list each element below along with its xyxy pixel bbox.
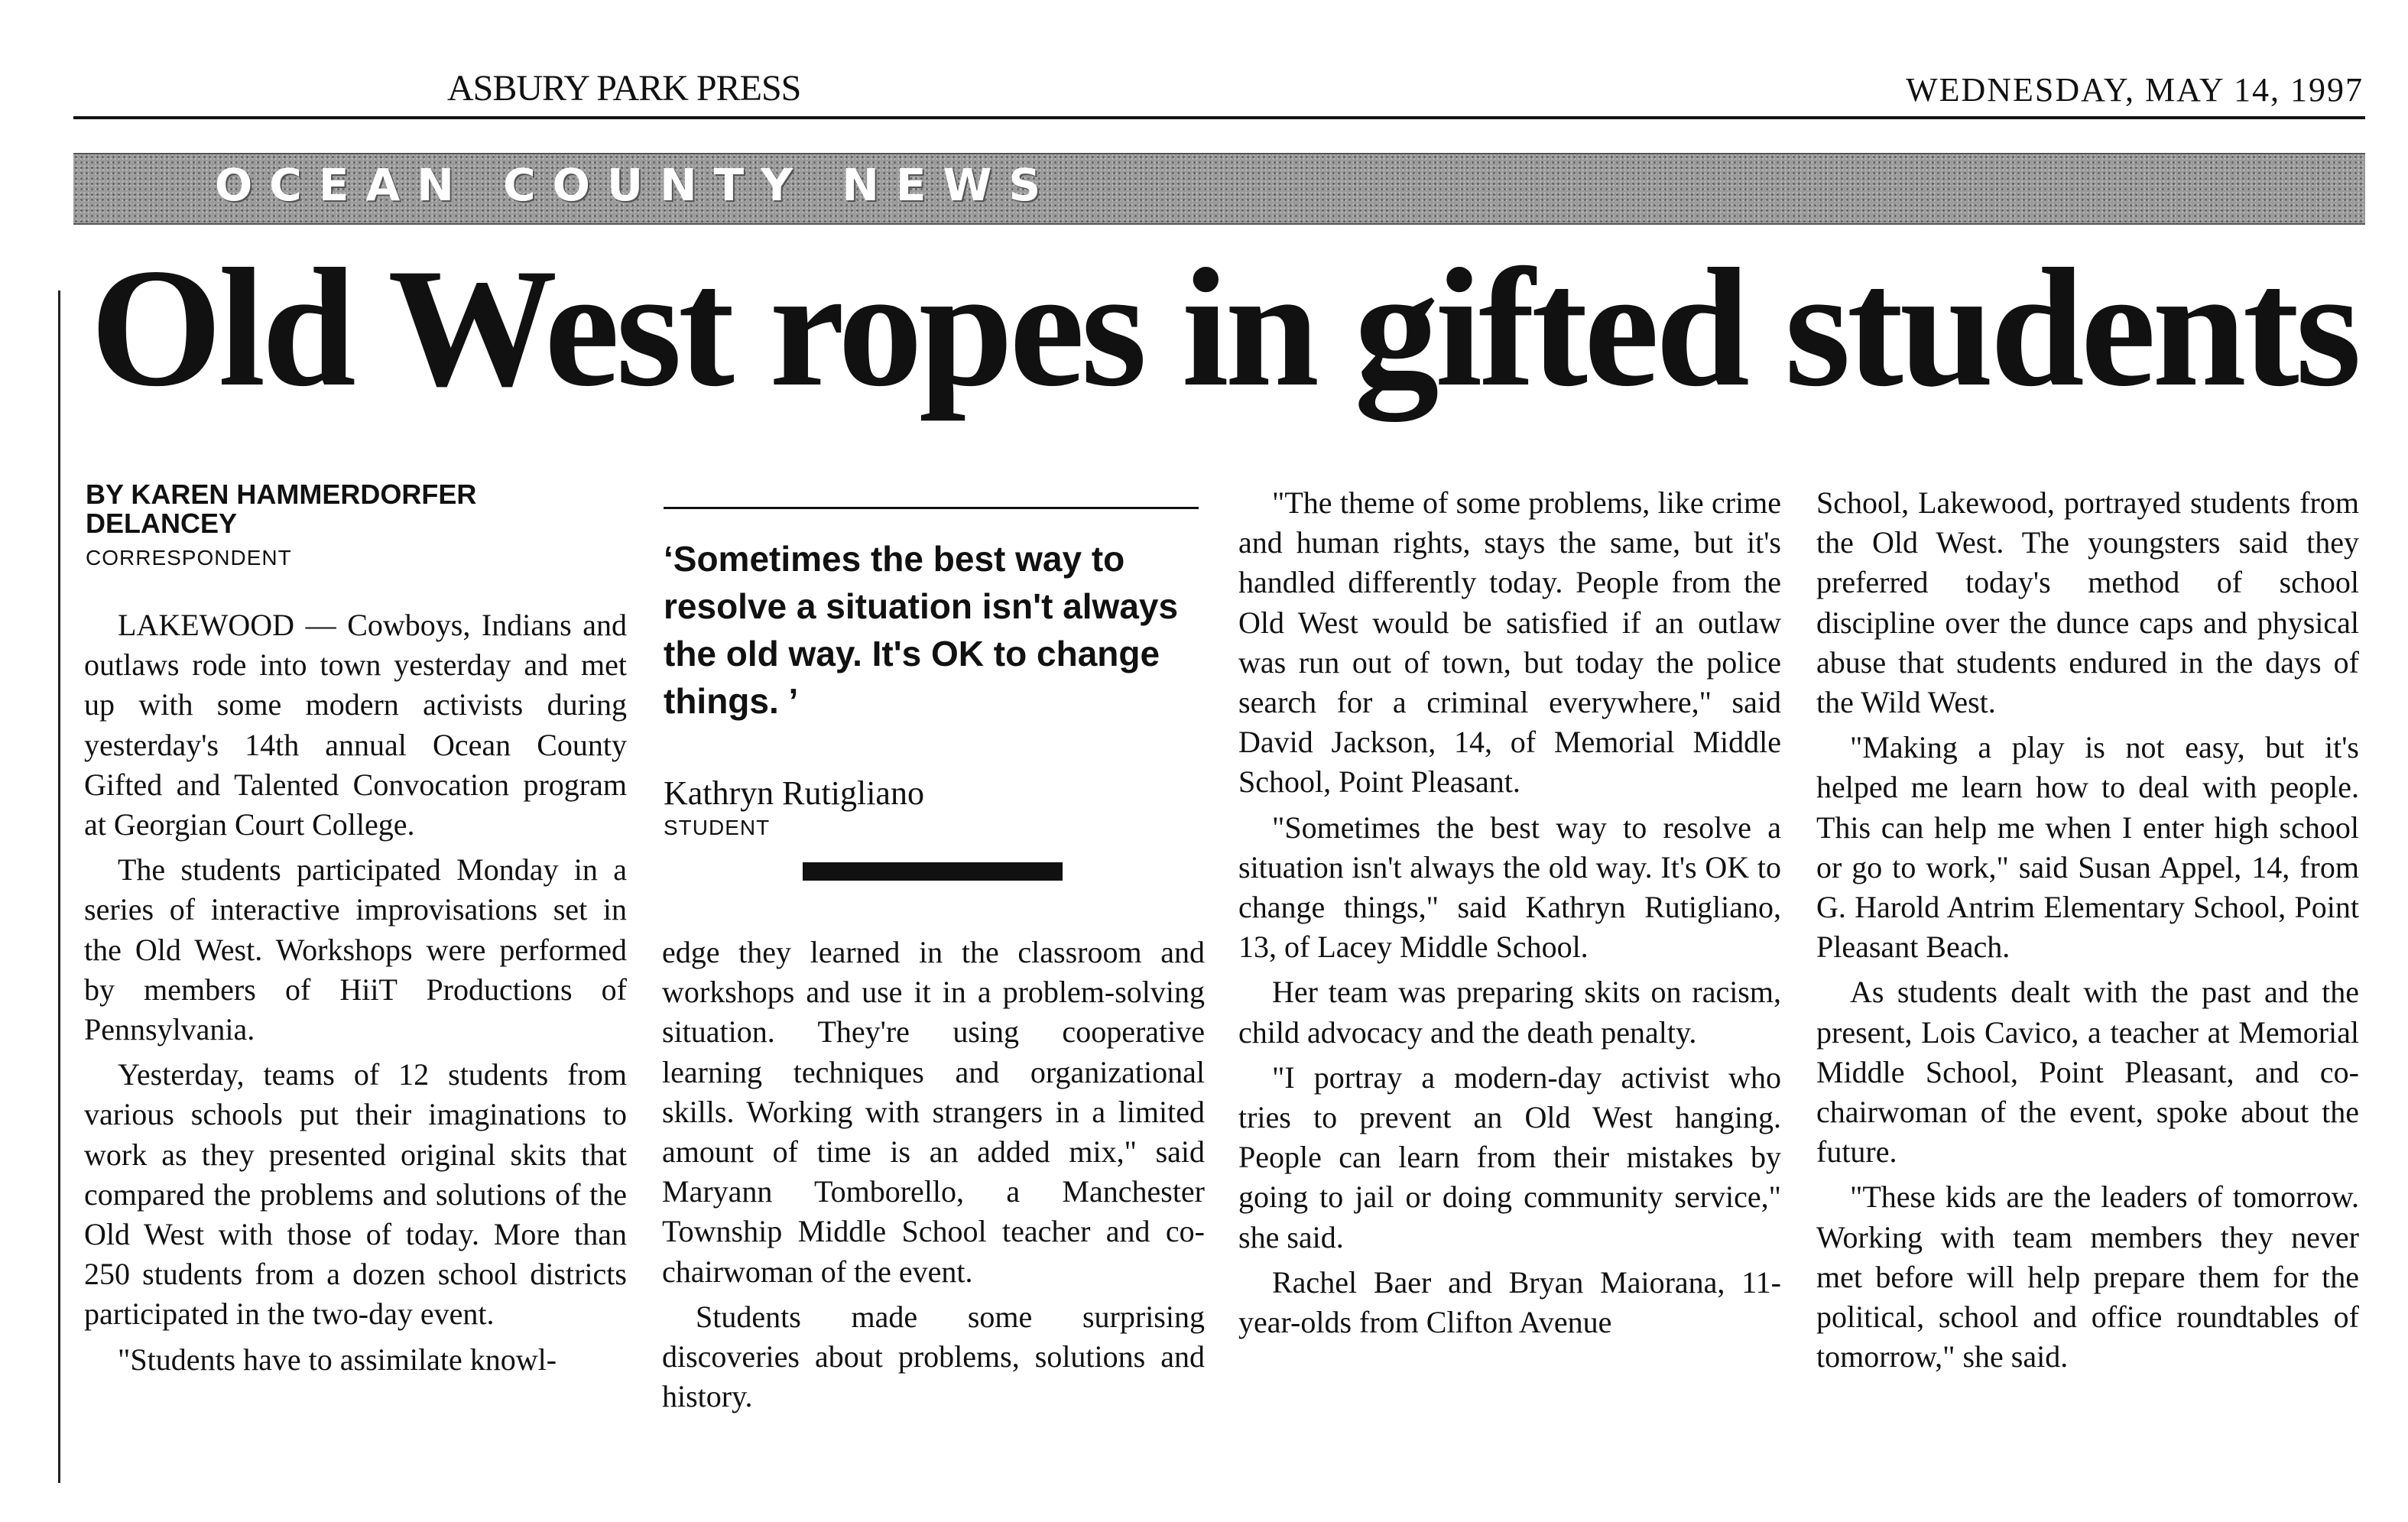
paragraph: As students dealt with the past and the present, Lois Cavico, a teacher at Memorial Middle School, Point Pleasant, and co-chairwoman of the event, spoke about the future. [1816, 975, 2359, 1170]
paragraph: "Making a play is not easy, but it's helped me learn how to deal with people. This can help me when I enter high school or go to work," said Susan Appel, 14, from G. Harold Antrim Elementary School, Point Pleasant Beach. [1816, 730, 2359, 965]
byline-name: BY KAREN HAMMERDORFER DELANCEY [86, 479, 477, 539]
masthead-rule [73, 116, 2365, 119]
section-banner [73, 153, 2365, 225]
paragraph: "The theme of some problems, like crime and human rights, stays the same, but it's handled differently today. People from the Old West would be satisfied if an outlaw was run out of town, but today the police search for a criminal everywhere," said David Jackson, 14, of Memorial Middle School, Point Pleasant. [1238, 485, 1781, 800]
paragraph: edge they learned in the classroom and workshops and use it in a problem-solving situation. They're using cooperative learning techniques and organizational skills. Working with strangers in a limited amount of time is an added mix," said Maryann Tomborello, a Manchester Township Middle School teacher and co-chairwoman of the event. [662, 935, 1205, 1289]
article-column-1 [84, 605, 627, 1385]
paragraph: Students made some surprising discoveries about problems, solutions and history. [662, 1299, 1205, 1414]
pull-quote-attribution [664, 774, 1199, 840]
newspaper-name: ASBURY PARK PRESS [447, 68, 801, 109]
pull-quote [664, 535, 1199, 725]
article-column-4 [1816, 483, 2359, 1382]
article-column-3 [1238, 483, 1781, 1348]
paragraph: School, Lakewood, portrayed students from the Old West. The youngsters said they preferred today's method of school discipline over the dunce caps and physical abuse that students endured in the days of the Wild West. [1816, 485, 2359, 720]
paragraph: The students participated Monday in a series of interactive improvisations set in the Old West. Workshops were performed by members of HiiT Productions of Pennsylvania. [84, 852, 627, 1047]
column-border [58, 290, 60, 1483]
byline-role: CORRESPONDENT [86, 546, 292, 570]
pull-quote-bar [803, 862, 1063, 881]
pull-quote-attribution-role: STUDENT [664, 816, 771, 839]
paragraph: LAKEWOOD — Cowboys, Indians and outlaws rode into town yesterday and met up with some modern activists during yesterday's 14th annual Ocean County Gifted and Talented Convocation program at Georgian Court College. [84, 608, 627, 842]
paragraph: "Students have to assimilate knowl- [118, 1342, 557, 1377]
quote-open-mark: ‘ [664, 539, 673, 579]
pull-quote-attribution-name: Kathryn Rutigliano [664, 774, 924, 812]
paragraph: Yesterday, teams of 12 students from various schools put their imaginations to work as they presented original skits that compared the problems and solutions of the Old West with those of today. More than 250 students from a dozen school districts participated in the two-day event. [84, 1057, 627, 1332]
quote-close-mark: ’ [788, 681, 799, 721]
paragraph: "These kids are the leaders of tomorrow. Working with team members they never met before will help prepare them for the political, school and office roundtables of tomorrow," she said. [1816, 1180, 2359, 1374]
paragraph: Rachel Baer and Bryan Maiorana, 11-year-olds from Clifton Avenue [1238, 1264, 1781, 1340]
byline [86, 480, 560, 570]
section-name: OCEAN COUNTY NEWS [215, 159, 1058, 211]
pull-quote-text: Sometimes the best way to resolve a situation isn't always the old way. It's OK to change things. [664, 539, 1179, 721]
pull-quote-rule [664, 507, 1199, 509]
publication-date: WEDNESDAY, MAY 14, 1997 [1906, 71, 2364, 109]
article-column-2 [662, 933, 1205, 1422]
headline: Old West ropes in gifted students [90, 234, 2358, 422]
paragraph: "I portray a modern-day activist who tries to prevent an Old West hanging. People can learn from their mistakes by going to jail or doing community service," she said. [1238, 1060, 1781, 1254]
paragraph: Her team was preparing skits on racism, child advocacy and the death penalty. [1238, 975, 1781, 1050]
paragraph: "Sometimes the best way to resolve a situation isn't always the old way. It's OK to change things," said Kathryn Rutigliano, 13, of Lacey Middle School. [1238, 810, 1781, 965]
